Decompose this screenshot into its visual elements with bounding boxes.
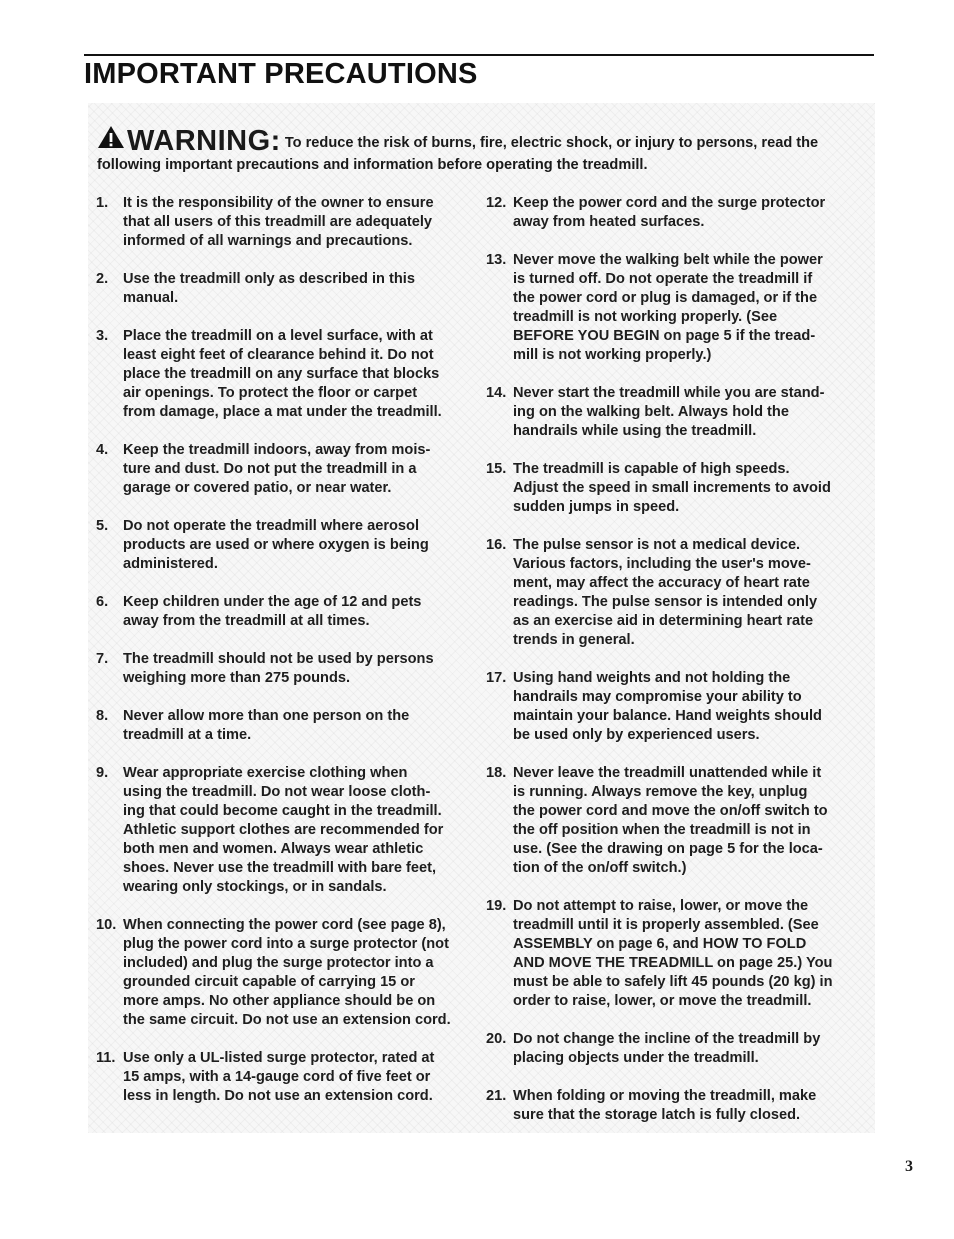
precaution-number: 4. [96,442,109,458]
precaution-text: Use the treadmill only as described in this manual. [123,271,415,306]
precaution-item [486,460,866,517]
precaution-number: 16. [486,537,507,553]
precaution-text: Wear appropriate exercise clothing when using the treadmill. Do not wear loose cloth- ing that could become caught in the treadmill. Athletic support clothes are recommended for both men and women. Always wear athletic shoes. Never use the treadmill with bare feet, wearing only stockings, or in sandals. [123,765,444,895]
precaution-number: 11. [96,1050,116,1066]
page-number: 3 [905,1158,913,1175]
precaution-item [96,916,471,1030]
precaution-text: Keep the power cord and the surge protector away from heated surfaces. [513,195,826,230]
precaution-text: Never start the treadmill while you are stand- ing on the walking belt. Always hold the handrails while using the treadmill. [513,385,825,439]
precaution-item [486,536,866,650]
precaution-text: Place the treadmill on a level surface, with at least eight feet of clearance behind it. Do not place the treadmill on any surface that blocks air openings. To protect the floor or carpet from damage, place a mat under the treadmill. [123,328,442,420]
precautions-left-column [96,194,471,1125]
precaution-number: 17. [486,670,507,686]
precaution-text: The treadmill is capable of high speeds. Adjust the speed in small increments to avoid sudden jumps in speed. [513,461,831,515]
precaution-item [486,669,866,745]
precaution-number: 3. [96,328,109,344]
precaution-item [96,1049,471,1106]
precaution-number: 12. [486,195,507,211]
precaution-text: The treadmill should not be used by persons weighing more than 275 pounds. [123,651,434,686]
precaution-item [96,194,471,251]
precaution-item [96,517,471,574]
precaution-number: 2. [96,271,109,287]
warning-text: To reduce the risk of burns, fire, electric shock, or injury to persons, read the following important precautions and information before operating the treadmill. [97,135,819,173]
precautions-right-column [486,194,866,1144]
page-title: IMPORTANT PRECAUTIONS [84,58,478,90]
precaution-number: 5. [96,518,109,534]
precaution-text: It is the responsibility of the owner to ensure that all users of this treadmill are adequately informed of all warnings and precautions. [123,195,434,249]
precaution-item [96,650,471,688]
precaution-item [96,764,471,897]
precaution-number: 7. [96,651,109,667]
warning-statement [97,125,867,175]
precaution-text: Never leave the treadmill unattended while it is running. Always remove the key, unplug the power cord and move the on/off switch to the off position when the treadmill is not in use. (See the drawing on page 5 for the loca- tion of the on/off switch.) [513,765,828,876]
precaution-number: 14. [486,385,507,401]
precaution-text: Keep children under the age of 12 and pets away from the treadmill at all times. [123,594,422,629]
precaution-text: Do not operate the treadmill where aerosol products are used or where oxygen is being administered. [123,518,429,572]
precaution-text: Do not attempt to raise, lower, or move the treadmill until it is properly assembled. (See ASSEMBLY on page 6, and HOW TO FOLD AND MOVE THE TREADMILL on page 25.) You must be able to safely lift 45 pounds (20 kg) in order to raise, lower, or move the treadmill. [513,898,833,1009]
precaution-item [486,251,866,365]
precaution-text: Do not change the incline of the treadmill by placing objects under the treadmill. [513,1031,821,1066]
precaution-text: Using hand weights and not holding the handrails may compromise your ability to maintain your balance. Hand weights should be used only by experienced users. [513,670,822,743]
precaution-number: 6. [96,594,109,610]
precaution-number: 15. [486,461,507,477]
precaution-item [486,897,866,1011]
precaution-text: The pulse sensor is not a medical device. Various factors, including the user's move- ment, may affect the accuracy of heart rate readings. The pulse sensor is intended only as an exercise aid in determining heart rate trends in general. [513,537,818,648]
precaution-number: 9. [96,765,109,781]
precaution-text: When connecting the power cord (see page 8), plug the power cord into a surge protector (not included) and plug the surge protector into a grounded circuit capable of carrying 15 or more amps. No other appliance should be on the same circuit. Do not use an extension cord. [123,917,451,1028]
precaution-item [486,1030,866,1068]
precaution-item [96,270,471,308]
precaution-number: 19. [486,898,507,914]
precaution-number: 1. [96,195,109,211]
precaution-text: Never allow more than one person on the treadmill at a time. [123,708,410,743]
precaution-item [486,1087,866,1125]
precaution-item [96,593,471,631]
precaution-number: 21. [486,1088,507,1104]
title-rule [84,54,874,56]
precaution-number: 13. [486,252,507,268]
precaution-text: Keep the treadmill indoors, away from mois- ture and dust. Do not put the treadmill in a garage or covered patio, or near water. [123,442,431,496]
warning-label: WARNING: [127,125,281,157]
precaution-item [486,764,866,878]
precaution-item [486,194,866,232]
precaution-text: Never move the walking belt while the power is turned off. Do not operate the treadmill if the power cord or plug is damaged, or if the treadmill is not working properly. (See BEFORE YOU BEGIN on page 5 if the tread- mill is not working properly.) [513,252,823,363]
precaution-item [96,441,471,498]
precaution-item [96,707,471,745]
precaution-text: Use only a UL-listed surge protector, rated at 15 amps, with a 14-gauge cord of five feet or less in length. Do not use an extension cord. [123,1050,435,1104]
precaution-number: 18. [486,765,507,781]
warning-triangle-icon [97,125,125,155]
precaution-item [486,384,866,441]
precaution-number: 8. [96,708,109,724]
precaution-text: When folding or moving the treadmill, make sure that the storage latch is fully closed. [513,1088,817,1123]
precaution-number: 10. [96,917,117,933]
precaution-item [96,327,471,422]
precaution-number: 20. [486,1031,507,1047]
